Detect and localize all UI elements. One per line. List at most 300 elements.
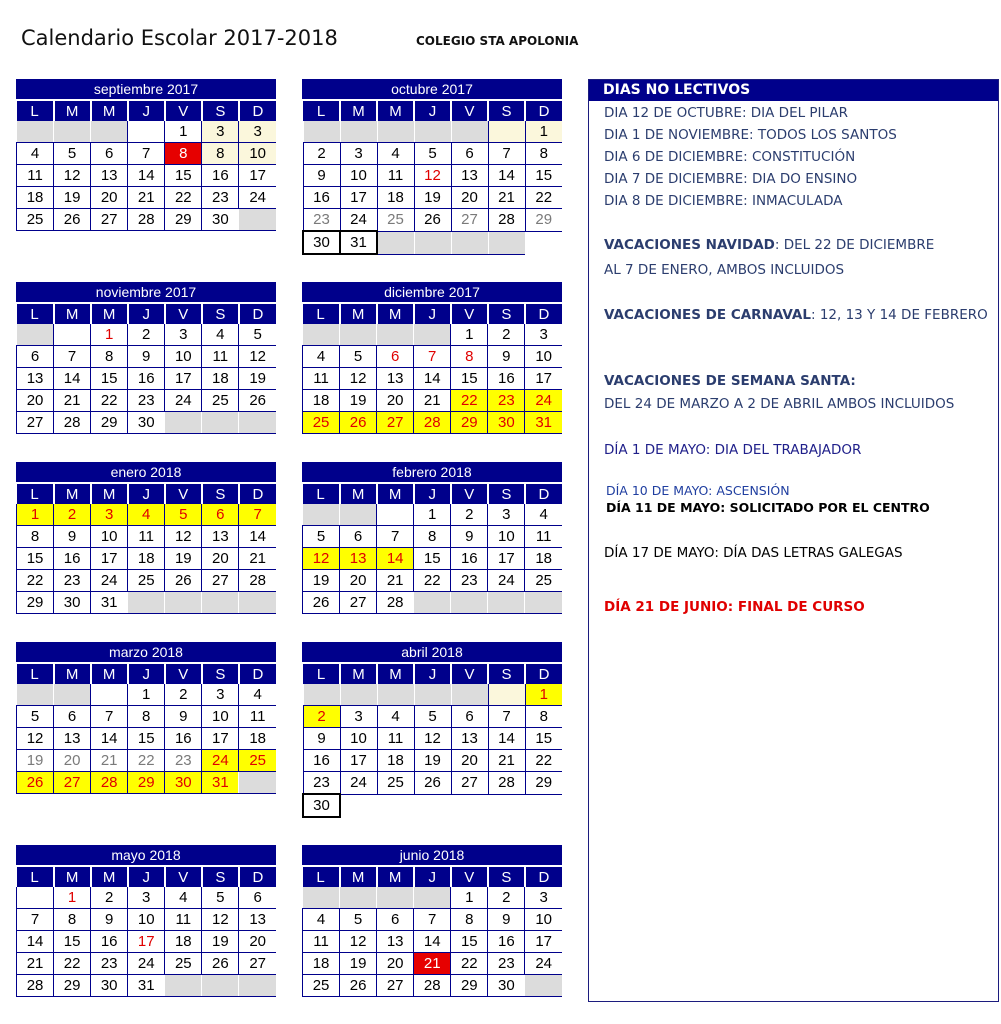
day-cell: 8 (525, 706, 562, 728)
month-table (302, 482, 562, 614)
day-cell: 22 (451, 953, 488, 975)
day-cell: 13 (54, 728, 91, 750)
day-cell: 28 (128, 209, 165, 231)
month-title: abril 2018 (302, 642, 562, 662)
empty-cell (303, 684, 340, 706)
week-row (303, 931, 563, 953)
week-row (17, 887, 277, 909)
day-cell: 23 (54, 570, 91, 592)
day-cell: 30 (488, 975, 525, 997)
day-cell: 15 (414, 548, 451, 570)
week-row (303, 772, 562, 795)
week-row (303, 121, 562, 143)
day-cell: 27 (340, 592, 377, 614)
day-cell: 24 (91, 570, 128, 592)
weekday-header: D (239, 663, 276, 684)
empty-cell (525, 592, 562, 614)
month-title: febrero 2018 (302, 462, 562, 482)
day-cell: 20 (451, 750, 488, 772)
day-cell: 9 (91, 909, 128, 931)
day-cell: 31 (202, 772, 239, 794)
week-row (17, 187, 277, 209)
day-cell: 1 (451, 887, 488, 909)
day-cell: 18 (303, 953, 340, 975)
day-cell: 7 (128, 143, 165, 165)
day-cell: 16 (128, 368, 165, 390)
day-cell: 30 (165, 772, 202, 794)
day-cell: 25 (202, 390, 239, 412)
day-cell: 24 (488, 570, 525, 592)
mayo-17-item: DÍA 17 DE MAYO: DÍA DAS LETRAS GALEGAS (604, 545, 903, 561)
month-table (302, 302, 562, 434)
day-cell: 14 (239, 526, 276, 548)
day-cell: 18 (303, 390, 340, 412)
day-cell: 7 (54, 346, 91, 368)
day-cell: 9 (165, 706, 202, 728)
day-cell: 16 (303, 187, 340, 209)
day-cell: 2 (303, 706, 340, 728)
day-cell: 12 (54, 165, 91, 187)
week-row (17, 706, 277, 728)
day-cell: 30 (54, 592, 91, 614)
day-cell: 20 (340, 570, 377, 592)
day-cell: 1 (17, 504, 54, 526)
month-title: octubre 2017 (302, 79, 562, 99)
school-name: COLEGIO STA APOLONIA (416, 34, 579, 48)
day-cell: 29 (165, 209, 202, 231)
month-table (302, 99, 562, 255)
day-cell: 26 (414, 772, 451, 795)
weekday-header: J (128, 303, 165, 324)
day-cell: 21 (128, 187, 165, 209)
day-cell: 28 (377, 592, 414, 614)
week-row (303, 368, 563, 390)
day-cell: 2 (54, 504, 91, 526)
day-cell: 3 (340, 706, 377, 728)
day-cell: 28 (91, 772, 128, 794)
day-cell: 23 (128, 390, 165, 412)
empty-cell (414, 887, 451, 909)
day-cell: 8 (165, 143, 202, 165)
weekday-header: S (488, 303, 525, 324)
day-cell: 19 (54, 187, 91, 209)
day-cell: 29 (91, 412, 128, 434)
day-cell: 11 (377, 728, 414, 750)
day-cell: 8 (525, 143, 562, 165)
day-cell: 6 (17, 346, 54, 368)
day-cell: 30 (91, 975, 128, 997)
day-cell: 12 (17, 728, 54, 750)
day-cell: 11 (303, 368, 340, 390)
day-cell: 23 (202, 187, 239, 209)
month-calendar (302, 282, 562, 434)
day-cell: 8 (451, 346, 488, 368)
day-cell: 21 (17, 953, 54, 975)
week-row (303, 728, 562, 750)
week-row (17, 548, 277, 570)
holiday-item: DIA 6 DE DICIEMBRE: CONSTITUCIÓN (604, 149, 856, 165)
day-cell: 29 (17, 592, 54, 614)
day-cell: 9 (488, 346, 525, 368)
day-cell: 15 (128, 728, 165, 750)
day-cell: 26 (17, 772, 54, 794)
day-cell: 1 (414, 504, 451, 526)
month-table (16, 865, 276, 997)
weekday-header: V (451, 303, 488, 324)
day-cell: 6 (54, 706, 91, 728)
weekday-header: J (128, 663, 165, 684)
empty-cell (202, 412, 239, 434)
day-cell: 28 (17, 975, 54, 997)
day-cell: 23 (488, 953, 525, 975)
empty-cell (488, 684, 525, 706)
weekday-header: L (17, 866, 54, 887)
day-cell: 8 (91, 346, 128, 368)
empty-cell (165, 975, 202, 997)
empty-cell (414, 324, 451, 346)
month-calendar (302, 845, 562, 997)
empty-cell (451, 794, 488, 817)
day-cell: 24 (525, 390, 562, 412)
day-cell: 26 (340, 975, 377, 997)
day-cell: 26 (414, 209, 451, 232)
day-cell: 10 (525, 346, 562, 368)
day-cell: 14 (488, 165, 525, 187)
day-cell: 2 (303, 143, 340, 165)
weekday-header: S (202, 100, 239, 121)
weekday-header: M (340, 866, 377, 887)
day-cell: 4 (525, 504, 562, 526)
day-cell: 15 (451, 368, 488, 390)
week-row (303, 684, 562, 706)
day-cell: 7 (17, 909, 54, 931)
day-cell: 30 (128, 412, 165, 434)
day-cell: 3 (488, 504, 525, 526)
day-cell: 22 (91, 390, 128, 412)
weekday-header: S (202, 483, 239, 504)
day-cell: 14 (54, 368, 91, 390)
day-cell: 1 (165, 121, 202, 143)
day-cell: 10 (525, 909, 562, 931)
weekday-header: D (525, 303, 562, 324)
day-cell: 18 (128, 548, 165, 570)
empty-cell (17, 887, 54, 909)
day-cell: 12 (202, 909, 239, 931)
navidad-line (604, 237, 934, 253)
day-cell: 5 (54, 143, 91, 165)
weekday-header: S (488, 663, 525, 684)
day-cell: 21 (488, 187, 525, 209)
empty-cell (54, 121, 91, 143)
month-table (16, 302, 276, 434)
day-cell: 18 (17, 187, 54, 209)
weekday-header: M (340, 483, 377, 504)
day-cell: 31 (340, 231, 377, 254)
empty-cell (414, 684, 451, 706)
day-cell: 24 (128, 953, 165, 975)
empty-cell (340, 887, 377, 909)
day-cell: 17 (202, 728, 239, 750)
weekday-header: V (451, 866, 488, 887)
navidad-text: : DEL 22 DE DICIEMBRE (774, 237, 935, 253)
day-cell: 20 (377, 953, 414, 975)
day-cell: 1 (91, 324, 128, 346)
day-cell: 25 (525, 570, 562, 592)
day-cell: 12 (340, 931, 377, 953)
month-calendar (16, 845, 276, 997)
day-cell: 13 (340, 548, 377, 570)
month-table (16, 482, 276, 614)
weekday-header: S (488, 866, 525, 887)
week-row (303, 592, 563, 614)
day-cell: 7 (488, 143, 525, 165)
day-cell: 29 (525, 209, 562, 232)
day-cell: 3 (202, 121, 239, 143)
day-cell: 29 (525, 772, 562, 795)
day-cell: 7 (239, 504, 276, 526)
day-cell: 14 (128, 165, 165, 187)
day-cell: 12 (165, 526, 202, 548)
day-cell: 25 (303, 412, 340, 434)
empty-cell (451, 231, 488, 254)
day-cell: 23 (451, 570, 488, 592)
month-calendar (302, 462, 562, 614)
month-title: enero 2018 (16, 462, 276, 482)
weekday-header: L (303, 100, 340, 121)
day-cell: 21 (414, 953, 451, 975)
weekday-header: J (128, 483, 165, 504)
panel-heading: DIAS NO LECTIVOS (589, 80, 998, 101)
day-cell: 20 (17, 390, 54, 412)
day-cell: 23 (165, 750, 202, 772)
day-cell: 1 (451, 324, 488, 346)
day-cell: 26 (303, 592, 340, 614)
day-cell: 8 (414, 526, 451, 548)
empty-cell (17, 324, 54, 346)
week-row (17, 368, 277, 390)
empty-cell (303, 887, 340, 909)
day-cell: 17 (128, 931, 165, 953)
empty-cell (488, 121, 525, 143)
day-cell: 7 (377, 526, 414, 548)
day-cell: 25 (239, 750, 276, 772)
day-cell: 28 (414, 975, 451, 997)
empty-cell (340, 684, 377, 706)
day-cell: 12 (239, 346, 276, 368)
day-cell: 6 (202, 504, 239, 526)
day-cell: 14 (488, 728, 525, 750)
week-row (17, 165, 277, 187)
empty-cell (239, 772, 276, 794)
day-cell: 24 (525, 953, 562, 975)
weekday-header: J (414, 663, 451, 684)
month-table (16, 99, 276, 231)
day-cell: 15 (451, 931, 488, 953)
day-cell: 9 (451, 526, 488, 548)
day-cell: 10 (340, 165, 377, 187)
weekday-header: M (377, 303, 414, 324)
day-cell: 22 (17, 570, 54, 592)
day-cell: 7 (91, 706, 128, 728)
day-cell: 5 (340, 909, 377, 931)
weekday-header: V (165, 483, 202, 504)
empty-cell (414, 592, 451, 614)
day-cell: 11 (202, 346, 239, 368)
month-calendar (16, 642, 276, 794)
holiday-item: DIA 12 DE OCTUBRE: DIA DEL PILAR (604, 105, 848, 121)
empty-cell (488, 231, 525, 254)
day-cell: 26 (54, 209, 91, 231)
empty-cell (488, 794, 525, 817)
week-row (303, 794, 562, 817)
week-row (303, 187, 562, 209)
day-cell: 26 (165, 570, 202, 592)
day-cell: 27 (91, 209, 128, 231)
weekday-header: M (377, 483, 414, 504)
week-row (17, 526, 277, 548)
day-cell: 13 (451, 165, 488, 187)
day-cell: 3 (239, 121, 276, 143)
weekday-header: S (202, 663, 239, 684)
weekday-header: L (303, 483, 340, 504)
weekday-header: M (91, 866, 128, 887)
week-row (17, 570, 277, 592)
empty-cell (128, 121, 165, 143)
day-cell: 27 (202, 570, 239, 592)
day-cell: 30 (303, 794, 340, 817)
weekday-header: M (54, 866, 91, 887)
weekday-header: M (91, 100, 128, 121)
day-cell: 9 (128, 346, 165, 368)
day-cell: 19 (239, 368, 276, 390)
weekday-header: V (165, 303, 202, 324)
day-cell: 10 (239, 143, 276, 165)
empty-cell (202, 592, 239, 614)
week-row (303, 887, 563, 909)
day-cell: 18 (202, 368, 239, 390)
weekday-header: V (451, 663, 488, 684)
day-cell: 15 (54, 931, 91, 953)
day-cell: 9 (488, 909, 525, 931)
day-cell: 16 (488, 368, 525, 390)
empty-cell (165, 412, 202, 434)
day-cell: 15 (525, 728, 562, 750)
day-cell: 1 (525, 121, 562, 143)
day-cell: 17 (525, 931, 562, 953)
empty-cell (17, 121, 54, 143)
empty-cell (451, 684, 488, 706)
day-cell: 16 (91, 931, 128, 953)
day-cell: 6 (451, 143, 488, 165)
day-cell: 27 (451, 772, 488, 795)
week-row (303, 165, 562, 187)
day-cell: 11 (165, 909, 202, 931)
weekday-header: M (377, 663, 414, 684)
day-cell: 3 (165, 324, 202, 346)
weekday-header: L (17, 663, 54, 684)
day-cell: 30 (303, 231, 340, 254)
day-cell: 7 (414, 909, 451, 931)
weekday-header: L (17, 483, 54, 504)
day-cell: 13 (451, 728, 488, 750)
day-cell: 26 (202, 953, 239, 975)
day-cell: 25 (165, 953, 202, 975)
day-cell: 10 (128, 909, 165, 931)
day-cell: 11 (303, 931, 340, 953)
day-cell: 23 (488, 390, 525, 412)
day-cell: 16 (54, 548, 91, 570)
day-cell: 1 (525, 684, 562, 706)
day-cell: 25 (377, 772, 414, 795)
weekday-header: D (239, 303, 276, 324)
day-cell: 4 (303, 346, 340, 368)
empty-cell (239, 592, 276, 614)
day-cell: 22 (165, 187, 202, 209)
day-cell: 11 (239, 706, 276, 728)
day-cell: 26 (239, 390, 276, 412)
day-cell: 17 (488, 548, 525, 570)
day-cell: 19 (340, 953, 377, 975)
day-cell: 28 (414, 412, 451, 434)
empty-cell (377, 504, 414, 526)
day-cell: 17 (165, 368, 202, 390)
empty-cell (377, 324, 414, 346)
mayo-1-item: DÍA 1 DE MAYO: DIA DEL TRABAJADOR (604, 442, 862, 458)
month-calendar (16, 282, 276, 434)
week-row (303, 390, 563, 412)
day-cell: 16 (488, 931, 525, 953)
day-cell: 22 (451, 390, 488, 412)
day-cell: 27 (239, 953, 276, 975)
day-cell: 1 (54, 887, 91, 909)
week-row (17, 346, 277, 368)
weekday-header: M (377, 866, 414, 887)
day-cell: 23 (303, 209, 340, 232)
day-cell: 31 (525, 412, 562, 434)
weekday-header: M (54, 483, 91, 504)
day-cell: 21 (91, 750, 128, 772)
weekday-header: V (451, 483, 488, 504)
week-row (303, 548, 563, 570)
empty-cell (91, 684, 128, 706)
week-row (17, 504, 277, 526)
day-cell: 6 (377, 909, 414, 931)
navidad-text-2: AL 7 DE ENERO, AMBOS INCLUIDOS (604, 262, 845, 278)
day-cell: 22 (414, 570, 451, 592)
day-cell: 4 (303, 909, 340, 931)
week-row (17, 909, 277, 931)
weekday-header: J (414, 866, 451, 887)
empty-cell (525, 794, 562, 817)
empty-cell (377, 231, 414, 254)
month-title: septiembre 2017 (16, 79, 276, 99)
empty-cell (54, 324, 91, 346)
navidad-label: VACACIONES NAVIDAD (604, 237, 775, 253)
day-cell: 19 (340, 390, 377, 412)
day-cell: 13 (17, 368, 54, 390)
day-cell: 18 (377, 750, 414, 772)
carnaval-line (604, 307, 988, 323)
day-cell: 2 (91, 887, 128, 909)
day-cell: 22 (525, 750, 562, 772)
day-cell: 10 (340, 728, 377, 750)
day-cell: 4 (377, 143, 414, 165)
day-cell: 24 (239, 187, 276, 209)
day-cell: 4 (202, 324, 239, 346)
weekday-header: S (488, 483, 525, 504)
day-cell: 28 (54, 412, 91, 434)
day-cell: 11 (525, 526, 562, 548)
